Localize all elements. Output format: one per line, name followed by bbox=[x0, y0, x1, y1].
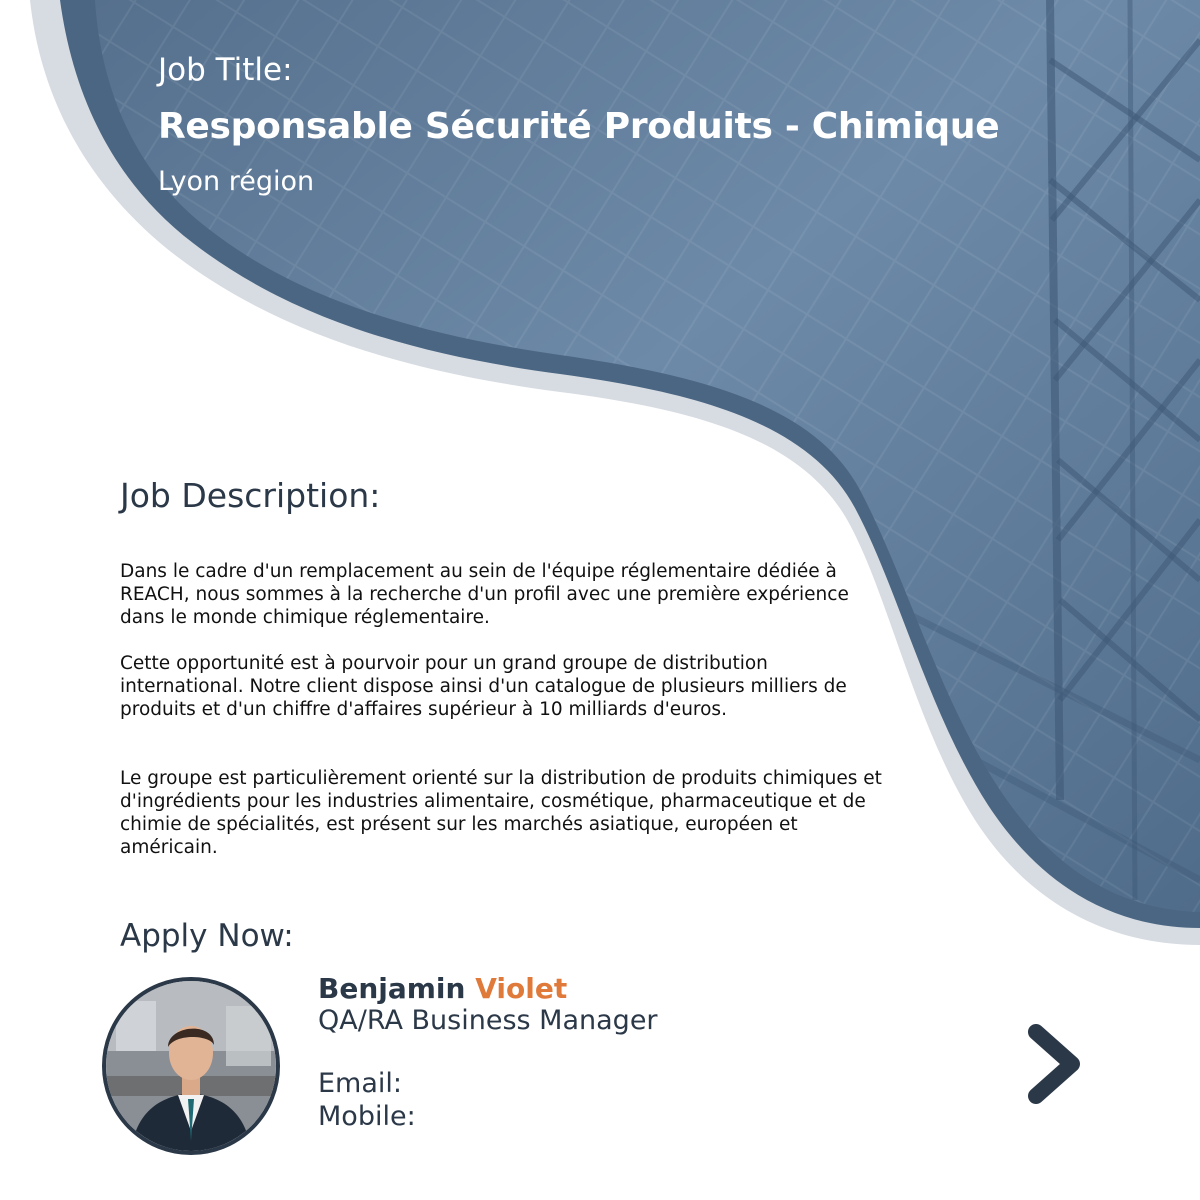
contact-last-name: Violet bbox=[475, 972, 568, 1005]
email-label: Email: bbox=[318, 1068, 403, 1099]
description-paragraph-3: Le groupe est particulièrement orienté sur la distribution de produits chimiques et d'ingrédients pour les industries alimentaire, cosmétique, pharmaceutique et de chimie de spécialités, est présent sur les marchés asiatique, européen et américain. bbox=[120, 768, 882, 858]
job-location: Lyon région bbox=[158, 166, 315, 197]
job-title: Responsable Sécurité Produits - Chimique bbox=[158, 106, 1000, 147]
person-photo-icon bbox=[106, 981, 276, 1151]
contact-name bbox=[318, 972, 567, 1005]
avatar bbox=[102, 977, 280, 1155]
description-paragraph-1: Dans le cadre d'un remplacement au sein de l'équipe réglementaire dédiée à REACH, nous sommes à la recherche d'un profil avec une première expérience dans le monde chimique réglementaire. bbox=[120, 561, 849, 628]
chevron-right-icon bbox=[1020, 1020, 1090, 1110]
job-description-heading: Job Description: bbox=[120, 476, 381, 515]
mobile-label: Mobile: bbox=[318, 1101, 416, 1132]
job-title-label: Job Title: bbox=[158, 52, 293, 88]
contact-role: QA/RA Business Manager bbox=[318, 1005, 658, 1036]
apply-now-heading: Apply Now: bbox=[120, 918, 294, 954]
next-button[interactable] bbox=[1020, 1020, 1090, 1110]
contact-first-name: Benjamin bbox=[318, 972, 466, 1005]
description-paragraph-2: Cette opportunité est à pourvoir pour un grand groupe de distribution international. Notre client dispose ainsi d'un catalogue de plusieurs milliers de produits et d'un chiffre d'affaires supérieur à 10 milliards d'euros. bbox=[120, 653, 847, 720]
